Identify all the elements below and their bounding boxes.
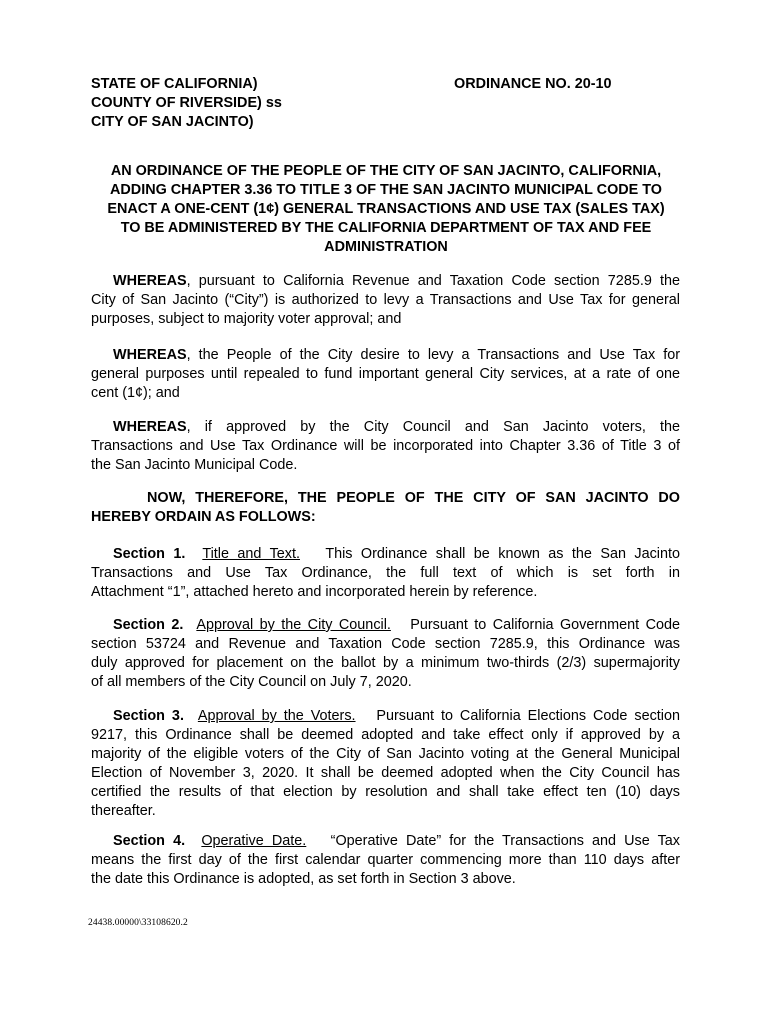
paragraph-line: the date this Ordinance is adopted, as set forth in Section 3 above. bbox=[91, 871, 516, 887]
section-3 bbox=[91, 707, 680, 821]
title-line: TO BE ADMINISTERED BY THE CALIFORNIA DEPARTMENT OF TAX AND FEE bbox=[120, 220, 652, 236]
paragraph-line: Pursuant to California Government Code bbox=[410, 617, 681, 633]
paragraph-line: section 53724 and Revenue and Taxation Code section 7285.9, this Ordinance was bbox=[91, 636, 680, 652]
paragraph-line: Transactions and Use Tax Ordinance will be incorporated into Chapter 3.36 of Title 3 of bbox=[91, 438, 680, 454]
paragraph-line: This Ordinance shall be known as the San Jacinto bbox=[325, 546, 681, 562]
ordinance-number: ORDINANCE NO. 20-10 bbox=[454, 76, 612, 92]
section-heading: Approval by the Voters. bbox=[197, 708, 356, 724]
paragraph-line: the San Jacinto Municipal Code. bbox=[91, 457, 298, 473]
section-2 bbox=[91, 616, 680, 692]
paragraph-line: HEREBY ORDAIN AS FOLLOWS: bbox=[91, 509, 316, 525]
paragraph-line: City of San Jacinto (“City”) is authorized to levy a Transactions and Use Tax for general bbox=[91, 292, 680, 308]
now-therefore-clause bbox=[91, 489, 680, 527]
caption-state: STATE OF CALIFORNIA) bbox=[91, 76, 258, 92]
paragraph-line: thereafter. bbox=[91, 803, 156, 819]
caption-county: COUNTY OF RIVERSIDE) ss bbox=[91, 95, 282, 111]
title-line: ENACT A ONE-CENT (1¢) GENERAL TRANSACTIONS AND USE TAX (SALES TAX) bbox=[107, 201, 665, 217]
whereas-lead: WHEREAS bbox=[113, 273, 187, 289]
paragraph-line: Pursuant to California Elections Code section bbox=[376, 708, 680, 724]
paragraph-line: duly approved for placement on the ballot by a minimum two-thirds (2/3) supermajority bbox=[91, 655, 680, 671]
section-number: Section 1. bbox=[113, 546, 186, 562]
paragraph-line: means the first day of the first calendar quarter commencing more than 110 days after bbox=[91, 852, 680, 868]
paragraph-line: cent (1¢); and bbox=[91, 385, 180, 401]
paragraph-line: NOW, THEREFORE, THE PEOPLE OF THE CITY OF SAN JACINTO DO bbox=[147, 490, 680, 506]
title-line: AN ORDINANCE OF THE PEOPLE OF THE CITY OF SAN JACINTO, CALIFORNIA, bbox=[110, 163, 662, 179]
paragraph-line: majority of the eligible voters of the City of San Jacinto voting at the General Municipal bbox=[91, 746, 680, 762]
whereas-lead: WHEREAS bbox=[113, 347, 187, 363]
paragraph-line: , if approved by the City Council and San Jacinto voters, the bbox=[186, 419, 680, 435]
section-heading: Operative Date. bbox=[201, 833, 307, 849]
section-4 bbox=[91, 832, 680, 889]
ordinance-title bbox=[88, 162, 684, 257]
paragraph-line: of all members of the City Council on July 7, 2020. bbox=[91, 674, 412, 690]
whereas-paragraph-3 bbox=[91, 418, 680, 475]
whereas-lead: WHEREAS bbox=[113, 419, 187, 435]
paragraph-line: certified the results of that election by resolution and shall take effect ten (10) days bbox=[91, 784, 680, 800]
document-id-footer: 24438.00000\33108620.2 bbox=[88, 918, 188, 928]
title-line: ADDING CHAPTER 3.36 TO TITLE 3 OF THE SAN JACINTO MUNICIPAL CODE TO bbox=[110, 182, 662, 198]
paragraph-line: 9217, this Ordinance shall be deemed adopted and take effect only if approved by a bbox=[91, 727, 680, 743]
paragraph-line: Transactions and Use Tax Ordinance, the full text of which is set forth in bbox=[91, 565, 680, 581]
paragraph-line: Attachment “1”, attached hereto and incorporated herein by reference. bbox=[91, 584, 538, 600]
section-number: Section 2. bbox=[113, 617, 184, 633]
section-heading: Approval by the City Council. bbox=[196, 617, 391, 633]
section-number: Section 3. bbox=[113, 708, 184, 724]
paragraph-line: general purposes until repealed to fund important general City services, at a rate of one bbox=[91, 366, 680, 382]
paragraph-line: Election of November 3, 2020. It shall be deemed adopted when the City Council has bbox=[91, 765, 680, 781]
paragraph-line: , pursuant to California Revenue and Taxation Code section 7285.9 the bbox=[186, 273, 680, 289]
whereas-paragraph-2 bbox=[91, 346, 680, 403]
caption-city: CITY OF SAN JACINTO) bbox=[91, 114, 254, 130]
section-heading: Title and Text. bbox=[202, 546, 300, 562]
section-number: Section 4. bbox=[113, 833, 186, 849]
title-line: ADMINISTRATION bbox=[324, 239, 448, 255]
whereas-paragraph-1 bbox=[91, 272, 680, 329]
paragraph-line: , the People of the City desire to levy a Transactions and Use Tax for bbox=[186, 347, 680, 363]
paragraph-line: purposes, subject to majority voter approval; and bbox=[91, 311, 402, 327]
paragraph-line: “Operative Date” for the Transactions and Use Tax bbox=[330, 833, 681, 849]
section-1 bbox=[91, 545, 680, 602]
case-caption bbox=[91, 75, 282, 132]
